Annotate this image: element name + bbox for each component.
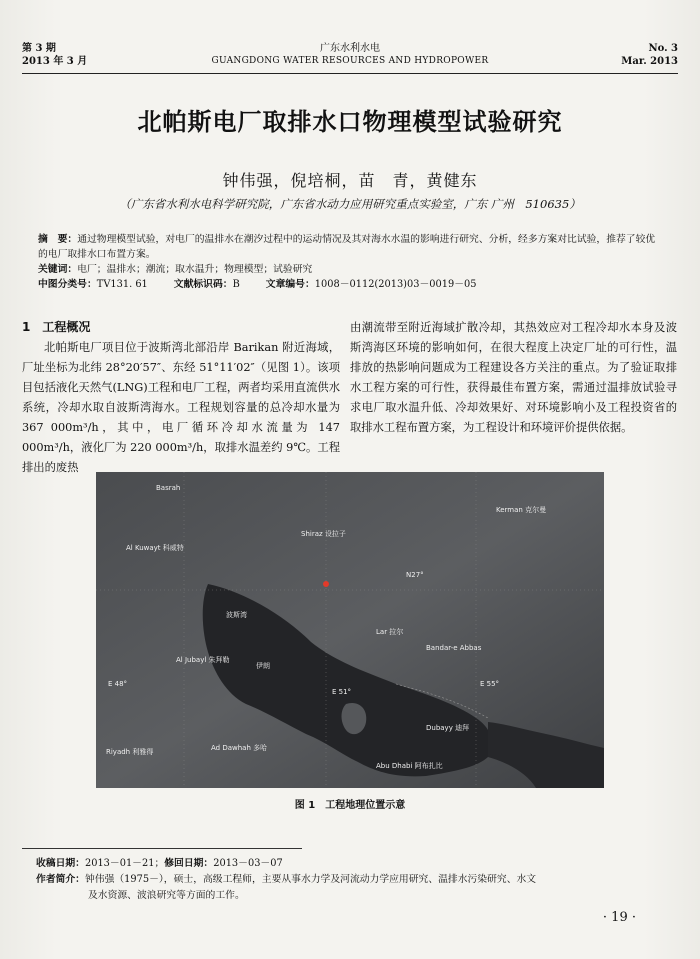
- label-iran: 伊朗: [256, 662, 270, 670]
- footnote-divider: [22, 848, 302, 849]
- date-cn: 2013 年 3 月: [22, 56, 88, 67]
- header-center: [150, 42, 550, 68]
- clc-label: 中图分类号：: [38, 279, 97, 290]
- label-e48: E 48°: [108, 680, 128, 688]
- article-number-value: 1008－0112(2013)03－0019－05: [314, 279, 477, 290]
- label-basrah: Basrah: [156, 484, 181, 492]
- doc-code-value: B: [232, 279, 240, 290]
- abstract-label: 摘 要：: [38, 234, 78, 245]
- abstract-text: 通过物理模型试验，对电厂的温排水在潮汐过程中的运动情况及其对海水水温的影响进行研究、分析，经多方案对比试验，推荐了较优的电厂取排水口布置方案。: [38, 234, 656, 260]
- article-number-label: 文章编号：: [265, 279, 315, 290]
- article-title: 北帕斯电厂取排水口物理模型试验研究: [137, 108, 563, 136]
- label-e55: E 55°: [480, 680, 500, 688]
- label-dubai: Dubayy 迪拜: [426, 724, 470, 732]
- keywords: [38, 262, 662, 277]
- date-en: Mar. 2013: [621, 56, 678, 67]
- map-svg: [96, 472, 604, 788]
- footnote: [36, 856, 670, 904]
- keywords-label: 关键词：: [38, 264, 78, 275]
- label-n27: N27°: [406, 571, 424, 579]
- bio-label: 作者简介：: [36, 874, 85, 885]
- dates-line: 收稿日期：2013－01－21；修回日期：2013－03－07: [36, 858, 283, 869]
- page-number: · 19 ·: [602, 910, 636, 925]
- figure-map: [96, 472, 604, 788]
- bio-text-2: 及水资源、波浪研究等方面的工作。: [88, 890, 245, 901]
- article-authors: 钟伟强，倪培桐，苗 青，黄健东: [222, 171, 478, 190]
- project-site-marker: [323, 581, 329, 587]
- issue-cn: 第 3 期: [22, 43, 56, 54]
- label-bandar-abbas: Bandar-e Abbas: [426, 644, 482, 652]
- revised-date: 2013－03－07: [213, 858, 283, 869]
- keywords-text: 电厂；温排水；潮流；取水温升；物理模型；试验研究: [77, 264, 313, 275]
- label-doha: Ad Dawhah 多哈: [211, 744, 268, 752]
- issue-en: No. 3: [648, 43, 678, 54]
- header-divider: [22, 73, 678, 74]
- label-al-jubayl: Al Jubayl 朱拜勒: [176, 656, 230, 664]
- label-abu-dhabi: Abu Dhabi 阿布扎比: [376, 762, 443, 770]
- article-affiliation: （广东省水利水电科学研究院，广东省水动力应用研究重点实验室，广东 广州 510635）: [119, 197, 581, 211]
- figure-caption: 图 1 工程地理位置示意: [294, 800, 406, 811]
- header-left: [22, 42, 87, 68]
- author-bio: [36, 872, 670, 888]
- header-right: [621, 42, 678, 68]
- classification-row: [38, 277, 662, 292]
- abstract: [38, 232, 662, 262]
- bio-text-1: 钟伟强（1975－），硕士，高级工程师，主要从事水力学及河流动力学应用研究、温排水污染研究、水文: [84, 874, 537, 885]
- label-riyadh: Riyadh 利雅得: [106, 748, 154, 756]
- received-label: 收稿日期：: [36, 858, 85, 869]
- label-lar: Lar 拉尔: [376, 628, 404, 636]
- abstract-block: [38, 232, 662, 292]
- clc-value: TV131. 61: [96, 279, 148, 290]
- revised-label: 修回日期：: [164, 858, 214, 869]
- label-kuwait: Al Kuwayt 科威特: [126, 544, 184, 552]
- body-column-left: 北帕斯电厂项目位于波斯湾北部沿岸 Barikan 附近海域，厂址坐标为北纬 28°20′57″、东经 51°11′02″（见图 1）。该项目包括液化天然气(LNG)工程和电厂工程，两者均采用直流供水系统，冷却水取自波斯湾海水。工程规划容量的总冷却水量为 367 000m³/h，其中，电厂循环冷却水流量为 147 000m³/h，液化厂为 220 000m³/h，取排水温差约 9℃。工程排出的废热: [22, 341, 340, 474]
- journal-title-cn: 广东水利水电: [320, 43, 380, 54]
- label-e51: E 51°: [332, 688, 352, 696]
- label-shiraz: Shiraz 设拉子: [301, 530, 346, 538]
- label-persian-gulf: 波斯湾: [226, 611, 247, 619]
- label-kerman: Kerman 克尔曼: [496, 506, 547, 514]
- journal-title-en: GUANGDONG WATER RESOURCES AND HYDROPOWER: [211, 56, 489, 66]
- doc-code-label: 文献标识码：: [173, 279, 233, 290]
- received-date: 2013－01－21: [84, 858, 155, 869]
- section-heading: 1 工程概况: [22, 320, 91, 334]
- body-column-right: 由潮流带至附近海域扩散冷却，其热效应对工程冷却水本身及波斯湾海区环境的影响如何，在很大程度上决定厂址的可行性，温排放的热影响问题成为工程建设各方关注的重点。为了验证取排水工程方案的可行性，获得最佳布置方案，需通过温排放试验寻求电厂取水温升低、冷却效果好、对环境影响小及工程投资省的取排水工程布置方案，为工程设计和环境评价提供依据。: [350, 321, 677, 434]
